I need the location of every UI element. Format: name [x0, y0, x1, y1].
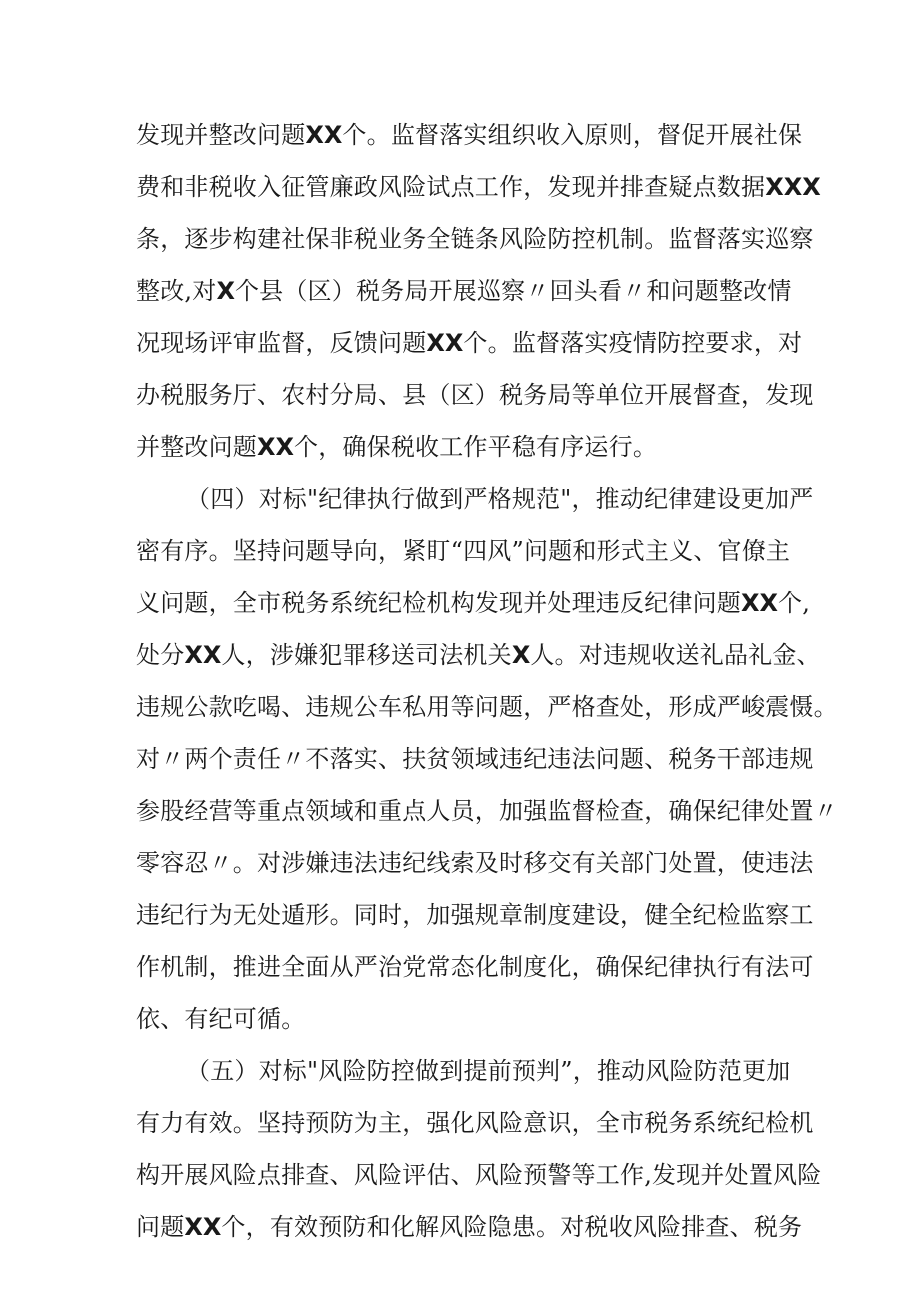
text-segment: 个县（区）税务局开展巡察〃回头看〃和问题整改情 [234, 277, 792, 305]
text-line [136, 786, 920, 836]
text-line [136, 890, 920, 940]
text-segment: 办税服务厅、农村分局、县（区）税务局等单位开展督查，发现 [136, 381, 814, 409]
text-segment: 人。对违规收送礼品礼金、 [530, 641, 821, 669]
placeholder-value: XX [741, 589, 779, 617]
text-segment: 问题 [136, 1213, 185, 1241]
placeholder-value: XX [184, 1213, 222, 1241]
text-line [136, 942, 920, 992]
text-segment: 有力有效。坚持预防为主，强化风险意识，全市税务系统纪检机 [136, 1109, 814, 1137]
text-segment: 个，有效预防和化解风险隐患。对税收风险排查、税务 [221, 1213, 803, 1241]
placeholder-value: XX [426, 329, 464, 357]
text-line [136, 318, 920, 368]
text-segment: 密有序。坚持问题导向，紧盯“四风”问题和形式主义、官僚主 [136, 537, 791, 565]
text-line [136, 370, 920, 420]
text-segment: 构开展风险点排查、风险评估、风险预警等工作,发现并处置风险 [136, 1161, 822, 1189]
text-segment: 个，确保税收工作平稳有序运行。 [294, 433, 658, 461]
text-line [136, 994, 920, 1044]
placeholder-value: XX [257, 433, 295, 461]
text-line [136, 578, 920, 628]
text-segment: 并整改问题 [136, 433, 257, 461]
text-segment: 义问题，全市税务系统纪检机构发现并处理违反纪律问题 [136, 589, 741, 617]
text-segment: 人，涉嫌犯罪移送司法机关 [221, 641, 512, 669]
text-line [136, 630, 920, 680]
placeholder-value: XXX [765, 173, 821, 201]
text-line [136, 266, 920, 316]
text-segment: 发现并整改问题 [136, 121, 306, 149]
text-segment: 个。监督落实组织收入原则，督促开展社保 [342, 121, 803, 149]
text-line [136, 162, 920, 212]
text-line [136, 734, 920, 784]
text-line [136, 1202, 920, 1252]
text-segment: 对〃两个责任〃不落实、扶贫领域违纪违法问题、税务干部违规 [136, 745, 814, 773]
text-segment: 个, [778, 589, 811, 617]
text-segment: 处分 [136, 641, 185, 669]
text-segment: 费和非税收入征管廉政风险试点工作，发现并排查疑点数据 [136, 173, 766, 201]
text-line [136, 526, 920, 576]
text-segment: 整改,对 [136, 277, 217, 305]
text-segment: 个。监督落实疫情防控要求，对 [463, 329, 803, 357]
text-line [136, 1098, 920, 1148]
text-segment: 依、有纪可循。 [136, 1005, 306, 1033]
text-segment: （四）对标"纪律执行做到严格规范"，推动纪律建设更加严 [186, 485, 814, 513]
text-segment: 况现场评审监督，反馈问题 [136, 329, 427, 357]
text-line [186, 1046, 920, 1096]
placeholder-value: X [216, 277, 235, 305]
text-line [136, 214, 920, 264]
placeholder-value: X [511, 641, 531, 669]
text-segment: 作机制，推进全面从严治党常态化制度化，确保纪律执行有法可 [136, 953, 814, 981]
text-line [136, 110, 920, 160]
text-segment: （五）对标"风险防控做到提前预判”，推动风险防范更加 [186, 1057, 791, 1085]
text-segment: 条，逐步构建社保非税业务全链条风险防控机制。监督落实巡察 [136, 225, 814, 253]
text-line [136, 838, 920, 888]
placeholder-value: XX [184, 641, 222, 669]
placeholder-value: XX [305, 121, 343, 149]
text-segment: 违纪行为无处遁形。同时，加强规章制度建设，健全纪检监察工 [136, 901, 814, 929]
text-line [186, 474, 920, 524]
text-line [136, 682, 920, 732]
text-segment: 零容忍〃。对涉嫌违法违纪线索及时移交有关部门处置，使违法 [136, 849, 814, 877]
text-segment: 违规公款吃喝、违规公车私用等问题，严格查处，形成严峻震慑。 [136, 693, 838, 721]
text-segment: 参股经营等重点领域和重点人员，加强监督检查，确保纪律处置〃 [136, 797, 838, 825]
text-line [136, 1150, 920, 1200]
text-line [136, 422, 920, 472]
